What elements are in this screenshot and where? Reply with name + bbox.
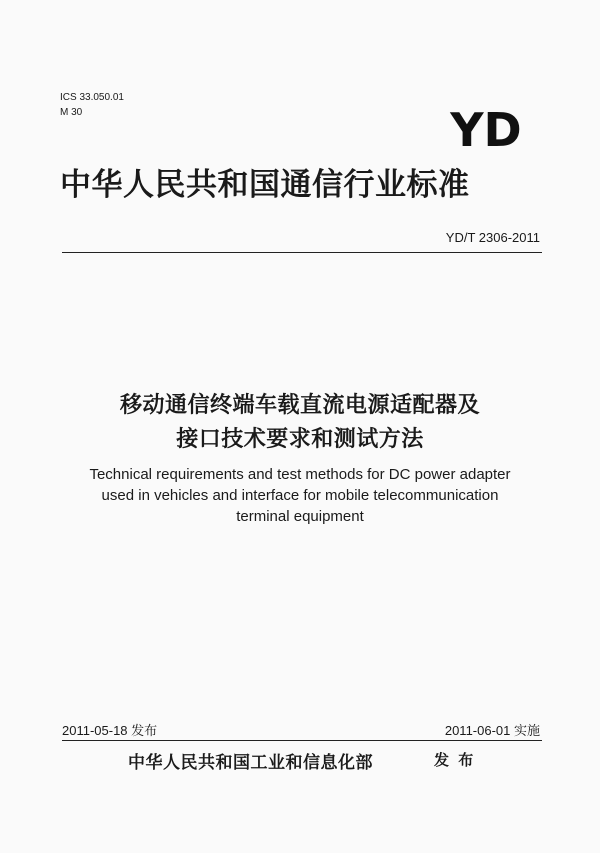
ccs-code: M 30 bbox=[60, 107, 83, 118]
ics-code: ICS 33.050.01 bbox=[60, 92, 124, 103]
yd-logo bbox=[436, 108, 536, 150]
implement-date: 2011-06-01 实施 bbox=[444, 723, 540, 738]
bottom-divider bbox=[62, 740, 542, 741]
english-title-line-3: terminal equipment bbox=[236, 508, 364, 525]
chinese-title-line-2: 接口技术要求和测试方法 bbox=[176, 427, 424, 452]
top-divider bbox=[62, 252, 542, 253]
yd-logo-text: YD bbox=[450, 108, 522, 150]
publish-date: 2011-05-18 发布 bbox=[62, 723, 158, 738]
english-title-line-1: Technical requirements and test methods for DC power adapter bbox=[89, 466, 511, 483]
english-title-line-2: used in vehicles and interface for mobile telecommunication bbox=[101, 487, 499, 504]
chinese-title-line-1: 移动通信终端车载直流电源适配器及 bbox=[119, 393, 480, 418]
issue-label: 发 布 bbox=[434, 751, 476, 769]
standard-number: YD/T 2306-2011 bbox=[445, 230, 540, 245]
issuing-authority: 中华人民共和国工业和信息化部 bbox=[128, 753, 373, 773]
standard-category-title: 中华人民共和国通信行业标准 bbox=[60, 167, 470, 203]
